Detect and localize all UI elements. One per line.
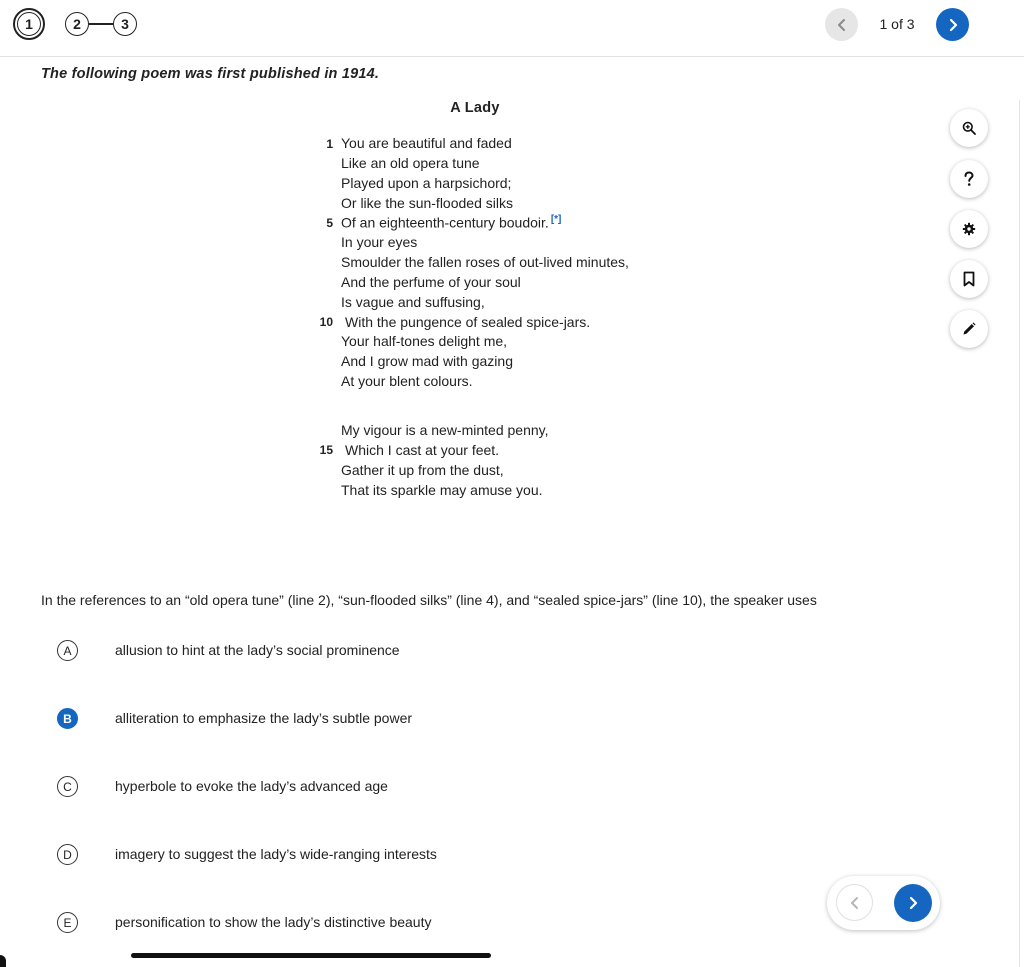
poem-line: Like an old opera tune [341,155,480,171]
bottom-navigation [827,876,940,930]
help-icon [962,171,976,187]
screen-corner [0,955,6,967]
poem-line: At your blent colours. [341,373,473,389]
poem-line: Smoulder the fallen roses of out-lived minutes, [341,254,629,270]
choice-letter-bubble[interactable]: E [57,912,78,933]
choice-text[interactable]: alliteration to emphasize the lady’s subtle power [115,710,413,726]
choice-letter-bubble[interactable]: C [57,776,78,797]
bookmark-button[interactable] [950,260,988,298]
poem-line: Your half-tones delight me, [341,333,508,349]
right-panel-edge [1019,100,1024,967]
chevron-left-icon [835,18,849,32]
answer-choice-e[interactable] [57,910,757,934]
choice-letter-bubble-selected[interactable]: B [57,708,78,729]
poem-line: Played upon a harpsichord; [341,175,512,191]
answer-choice-d[interactable] [57,842,757,866]
poem-line: That its sparkle may amuse you. [341,482,543,498]
bottom-previous-button[interactable] [836,884,873,921]
poem-line: Is vague and suffusing, [341,294,485,310]
question-stem: In the references to an “old opera tune” (line 2), “sun-flooded silks” (line 4), and “sealed spice-jars” (line 10), the speaker uses [41,592,817,608]
poem-title: A Lady [450,100,500,116]
chevron-right-icon [906,896,920,910]
previous-page-button[interactable] [825,8,858,41]
page-counter: 1 of 3 [879,16,915,32]
poem-line-text: Of an eighteenth-century boudoir. [341,214,549,231]
choice-letter-bubble[interactable]: A [57,640,78,661]
poem-line [341,214,561,231]
poem-line: My vigour is a new-minted penny, [341,422,549,438]
chevron-right-icon [946,18,960,32]
settings-button[interactable] [950,210,988,248]
annotate-button[interactable] [950,310,988,348]
answer-choice-a[interactable] [57,638,757,662]
choice-text[interactable]: hyperbole to evoke the lady’s advanced age [115,778,388,794]
line-number: 1 [326,137,333,151]
poem-line: In your eyes [341,234,418,250]
chevron-left-icon [848,896,862,910]
choice-text[interactable]: imagery to suggest the lady’s wide-ranging interests [115,846,437,862]
passage-intro: The following poem was first published in 1914. [41,66,380,82]
pencil-icon [962,322,976,336]
step-2-indicator[interactable]: 2 [65,12,89,36]
poem-line: Which I cast at your feet. [345,442,500,458]
settings-icon [962,222,976,236]
answer-choice-b[interactable] [57,706,757,730]
poem-line: And I grow mad with gazing [341,353,513,369]
home-indicator[interactable] [131,953,491,958]
step-1-indicator[interactable] [13,8,45,40]
zoom-button[interactable] [950,109,988,147]
choice-letter-bubble[interactable]: D [57,844,78,865]
step-connector [89,23,113,25]
line-number: 15 [319,443,333,457]
poem-line: You are beautiful and faded [341,135,512,151]
poem-line: With the pungence of sealed spice-jars. [345,314,591,330]
line-number: 10 [319,315,333,329]
answer-choice-c[interactable] [57,774,757,798]
top-bar [0,0,1024,57]
choice-text[interactable]: allusion to hint at the lady’s social prominence [115,642,400,658]
next-page-button[interactable] [936,8,969,41]
step-1-label: 1 [17,12,41,36]
zoom-in-icon [962,121,976,135]
poem-line: Or like the sun-flooded silks [341,195,513,211]
step-3-indicator[interactable]: 3 [113,12,137,36]
bottom-next-button[interactable] [894,884,932,922]
choice-text[interactable]: personification to show the lady’s distinctive beauty [115,914,432,930]
help-button[interactable] [950,160,988,198]
line-number: 5 [326,216,333,230]
footnote-link[interactable]: [*] [550,214,562,225]
bookmark-icon [962,271,976,287]
poem-line: And the perfume of your soul [341,274,521,290]
poem-line: Gather it up from the dust, [341,462,504,478]
